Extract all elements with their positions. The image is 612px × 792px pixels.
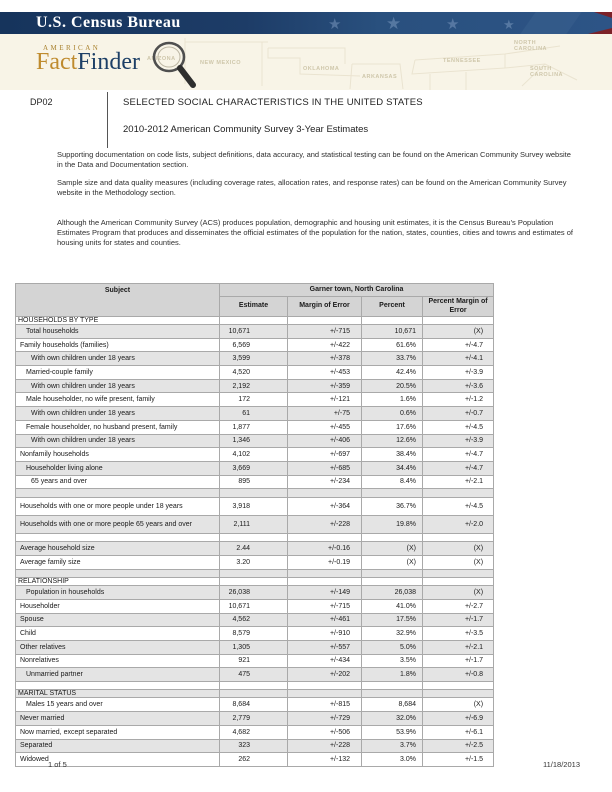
table-row (16, 712, 494, 726)
table-id-label: DP02 (30, 97, 53, 107)
map-state-label: ARKANSAS (362, 74, 398, 80)
estimate-cell: 10,671 (220, 325, 288, 339)
table-row (16, 698, 494, 712)
percent-cell (362, 317, 423, 325)
factfinder-logo (36, 49, 140, 75)
percent-margin-of-error-cell: +/-1.7 (423, 613, 494, 627)
subject-cell: With own children under 18 years (16, 407, 220, 421)
estimate-cell: 61 (220, 407, 288, 421)
percent-cell: (X) (362, 555, 423, 569)
estimate-cell: 4,682 (220, 725, 288, 739)
margin-of-error-cell: +/-557 (288, 640, 362, 654)
estimate-cell (220, 681, 288, 690)
subject-cell: Nonrelatives (16, 654, 220, 668)
estimate-cell: 1,305 (220, 640, 288, 654)
estimate-cell: 172 (220, 393, 288, 407)
estimate-cell: 8,579 (220, 627, 288, 641)
table-row (16, 366, 494, 380)
percent-cell: 33.7% (362, 352, 423, 366)
subject-cell: Households with one or more people under 18 years (16, 497, 220, 515)
percent-margin-of-error-cell: +/-3.9 (423, 366, 494, 380)
section-header-row (16, 690, 494, 698)
star-icon: ★ (503, 17, 515, 32)
estimate-cell: 6,569 (220, 338, 288, 352)
census-bureau-banner (0, 12, 612, 34)
percent-cell: 12.6% (362, 434, 423, 448)
percent-margin-of-error-cell: +/-1.5 (423, 753, 494, 767)
table-row (16, 461, 494, 475)
margin-of-error-cell: +/-815 (288, 698, 362, 712)
percent-margin-of-error-cell (423, 690, 494, 698)
table-row (16, 515, 494, 533)
margin-of-error-cell (288, 489, 362, 498)
percent-cell: 42.4% (362, 366, 423, 380)
table-row (16, 668, 494, 682)
margin-of-error-cell: +/-121 (288, 393, 362, 407)
map-state-label: TENNESSEE (443, 58, 481, 64)
estimate-cell: 2.44 (220, 542, 288, 556)
notes-section (57, 150, 578, 256)
table-row (16, 434, 494, 448)
margin-of-error-cell: +/-461 (288, 613, 362, 627)
percent-cell: 8,684 (362, 698, 423, 712)
table-row (16, 338, 494, 352)
subject-column-header: Subject (16, 284, 220, 317)
margin-of-error-cell: +/-75 (288, 407, 362, 421)
table-row (16, 739, 494, 753)
percent-margin-of-error-cell: +/-4.7 (423, 448, 494, 462)
percent-margin-of-error-cell: +/-1.2 (423, 393, 494, 407)
factfinder-logo-finder: Finder (77, 49, 140, 75)
factfinder-american-label: AMERICAN (43, 44, 101, 52)
percent-cell: 53.9% (362, 725, 423, 739)
table-row (16, 586, 494, 600)
percent-margin-of-error-cell: +/-2.0 (423, 515, 494, 533)
percent-cell: 8.4% (362, 475, 423, 489)
percent-cell: 1.8% (362, 668, 423, 682)
star-icon: ★ (328, 16, 342, 33)
note-paragraph: Although the American Community Survey (ACS) produces population, demographic and housing unit estimates, it is the Census Bureau's Population Estimates Program that produces and disseminates the official estimates of the population for the nation, states, counties, cities and towns and estimates of housing units for states and counties. (57, 218, 573, 247)
percent-margin-of-error-cell: (X) (423, 325, 494, 339)
subject-cell (16, 569, 220, 578)
star-icon: ★ (446, 16, 460, 33)
percent-cell: 17.6% (362, 420, 423, 434)
subject-cell: Now married, except separated (16, 725, 220, 739)
subject-cell: Separated (16, 739, 220, 753)
table-row (16, 627, 494, 641)
margin-of-error-cell: +/-234 (288, 475, 362, 489)
estimate-cell: 4,520 (220, 366, 288, 380)
margin-of-error-cell: +/-378 (288, 352, 362, 366)
estimate-cell: 3,918 (220, 497, 288, 515)
table-row (16, 640, 494, 654)
table-row (16, 420, 494, 434)
estimate-cell: 1,877 (220, 420, 288, 434)
percent-cell: 3.0% (362, 753, 423, 767)
estimate-cell: 2,192 (220, 379, 288, 393)
estimate-cell (220, 578, 288, 586)
map-state-label: NORTH CAROLINA (514, 40, 548, 52)
factfinder-header (0, 34, 612, 90)
table-row (16, 654, 494, 668)
estimate-cell: 3,599 (220, 352, 288, 366)
estimate-cell: 26,038 (220, 586, 288, 600)
percent-cell (362, 489, 423, 498)
margin-of-error-cell: +/-228 (288, 739, 362, 753)
percent-margin-of-error-cell: +/-4.5 (423, 497, 494, 515)
percent-cell: 32.0% (362, 712, 423, 726)
subject-cell (16, 681, 220, 690)
subject-cell: Never married (16, 712, 220, 726)
table-row (16, 489, 494, 498)
percent-margin-of-error-cell (423, 533, 494, 542)
census-bureau-title: U.S. Census Bureau (36, 14, 181, 31)
margin-of-error-cell: +/-697 (288, 448, 362, 462)
margin-of-error-cell: +/-0.16 (288, 542, 362, 556)
table-row (16, 569, 494, 578)
subject-cell: Married-couple family (16, 366, 220, 380)
estimate-column-header: Estimate (220, 297, 288, 317)
percent-margin-of-error-cell: +/-2.7 (423, 599, 494, 613)
table-row (16, 555, 494, 569)
subject-cell: Unmarried partner (16, 668, 220, 682)
subject-cell: Family households (families) (16, 338, 220, 352)
percent-margin-of-error-cell: +/-4.1 (423, 352, 494, 366)
percent-cell (362, 533, 423, 542)
magnifier-icon (148, 37, 208, 89)
section-header-row (16, 578, 494, 586)
table-row (16, 325, 494, 339)
margin-of-error-cell: +/-434 (288, 654, 362, 668)
factfinder-logo-fact: Fact (36, 49, 78, 75)
percent-margin-of-error-cell: +/-0.7 (423, 407, 494, 421)
margin-of-error-cell: +/-453 (288, 366, 362, 380)
estimate-cell: 3,669 (220, 461, 288, 475)
margin-of-error-cell: +/-202 (288, 668, 362, 682)
margin-of-error-cell: +/-359 (288, 379, 362, 393)
percent-margin-of-error-cell (423, 681, 494, 690)
survey-subtitle: 2010-2012 American Community Survey 3-Year Estimates (123, 124, 369, 135)
percent-margin-of-error-cell: +/-3.6 (423, 379, 494, 393)
estimate-cell: 8,684 (220, 698, 288, 712)
percent-margin-of-error-cell: +/-0.8 (423, 668, 494, 682)
percent-cell: 0.6% (362, 407, 423, 421)
percent-margin-of-error-cell: (X) (423, 542, 494, 556)
note-paragraph: Sample size and data quality measures (including coverage rates, allocation rates, and response rates) can be found on the American Community Survey website in the Methodology section. (57, 178, 567, 197)
acs-data-table (15, 283, 494, 767)
table-row (16, 393, 494, 407)
percent-margin-of-error-cell (423, 317, 494, 325)
percent-margin-of-error-cell: (X) (423, 555, 494, 569)
percent-margin-of-error-cell: +/-6.1 (423, 725, 494, 739)
estimate-cell: 3.20 (220, 555, 288, 569)
percent-cell: 1.6% (362, 393, 423, 407)
margin-of-error-cell: +/-455 (288, 420, 362, 434)
table-row (16, 379, 494, 393)
estimate-cell: 2,779 (220, 712, 288, 726)
margin-of-error-cell: +/-149 (288, 586, 362, 600)
margin-of-error-cell: +/-0.19 (288, 555, 362, 569)
table-row (16, 599, 494, 613)
margin-of-error-cell: +/-715 (288, 599, 362, 613)
table-row (16, 753, 494, 767)
star-icon: ★ (386, 14, 402, 33)
table-row (16, 497, 494, 515)
percent-cell: 5.0% (362, 640, 423, 654)
percent-column-header: Percent (362, 297, 423, 317)
margin-of-error-cell: +/-132 (288, 753, 362, 767)
percent-margin-of-error-cell (423, 569, 494, 578)
percent-margin-of-error-cell: (X) (423, 586, 494, 600)
page-title: SELECTED SOCIAL CHARACTERISTICS IN THE UNITED STATES (123, 97, 423, 108)
estimate-cell: 4,562 (220, 613, 288, 627)
estimate-cell: 2,111 (220, 515, 288, 533)
percent-cell: 19.8% (362, 515, 423, 533)
percent-cell (362, 690, 423, 698)
percent-cell: 3.7% (362, 739, 423, 753)
percent-margin-of-error-cell (423, 489, 494, 498)
estimate-cell: 323 (220, 739, 288, 753)
percent-margin-of-error-cell: +/-6.9 (423, 712, 494, 726)
subject-cell: Population in households (16, 586, 220, 600)
percent-margin-of-error-cell: +/-4.7 (423, 338, 494, 352)
estimate-cell (220, 317, 288, 325)
percent-margin-of-error-cell: +/-2.1 (423, 475, 494, 489)
margin-of-error-cell (288, 578, 362, 586)
margin-of-error-cell: +/-715 (288, 325, 362, 339)
margin-of-error-cell: +/-685 (288, 461, 362, 475)
margin-of-error-column-header: Margin of Error (288, 297, 362, 317)
percent-cell: 32.9% (362, 627, 423, 641)
estimate-cell (220, 690, 288, 698)
percent-margin-of-error-cell: (X) (423, 698, 494, 712)
estimate-cell: 475 (220, 668, 288, 682)
subject-cell: RELATIONSHIP (16, 578, 220, 586)
estimate-cell (220, 489, 288, 498)
margin-of-error-cell: +/-364 (288, 497, 362, 515)
margin-of-error-cell: +/-422 (288, 338, 362, 352)
note-paragraph: Supporting documentation on code lists, subject definitions, data accuracy, and statistical testing can be found on the American Community Survey website in the Data and Documentation section. (57, 150, 571, 169)
table-row (16, 448, 494, 462)
subject-cell: MARITAL STATUS (16, 690, 220, 698)
section-header-row (16, 317, 494, 325)
table-row (16, 681, 494, 690)
geography-header: Garner town, North Carolina (220, 284, 494, 297)
table-row (16, 542, 494, 556)
map-state-label: SOUTH CAROLINA (530, 66, 564, 78)
subject-cell: Householder living alone (16, 461, 220, 475)
percent-margin-of-error-cell: +/-4.5 (423, 420, 494, 434)
subject-cell: Householder (16, 599, 220, 613)
subject-cell: Average family size (16, 555, 220, 569)
subject-cell: Female householder, no husband present, family (16, 420, 220, 434)
margin-of-error-cell (288, 681, 362, 690)
percent-margin-of-error-cell: +/-2.1 (423, 640, 494, 654)
subject-cell: Average household size (16, 542, 220, 556)
estimate-cell: 262 (220, 753, 288, 767)
table-row (16, 533, 494, 542)
subject-cell: With own children under 18 years (16, 352, 220, 366)
subject-cell: Nonfamily households (16, 448, 220, 462)
map-state-label: ARIZONA (147, 56, 176, 62)
estimate-cell: 4,102 (220, 448, 288, 462)
margin-of-error-cell (288, 690, 362, 698)
subject-cell: With own children under 18 years (16, 379, 220, 393)
percent-cell: 61.6% (362, 338, 423, 352)
subject-cell: Widowed (16, 753, 220, 767)
subject-cell: Spouse (16, 613, 220, 627)
estimate-cell: 921 (220, 654, 288, 668)
subject-cell: Other relatives (16, 640, 220, 654)
subject-cell: 65 years and over (16, 475, 220, 489)
percent-cell (362, 578, 423, 586)
generated-date: 11/18/2013 (543, 760, 580, 769)
table-row (16, 613, 494, 627)
percent-cell: 36.7% (362, 497, 423, 515)
margin-of-error-cell (288, 569, 362, 578)
estimate-cell: 895 (220, 475, 288, 489)
percent-cell: 20.5% (362, 379, 423, 393)
estimate-cell: 1,346 (220, 434, 288, 448)
percent-cell: 38.4% (362, 448, 423, 462)
subject-cell: Child (16, 627, 220, 641)
subject-cell: Households with one or more people 65 years and over (16, 515, 220, 533)
estimate-cell (220, 533, 288, 542)
percent-margin-of-error-cell: +/-4.7 (423, 461, 494, 475)
subject-cell (16, 533, 220, 542)
estimate-cell: 10,671 (220, 599, 288, 613)
table-row (16, 475, 494, 489)
map-state-label: OKLAHOMA (303, 66, 340, 72)
subject-cell: HOUSEHOLDS BY TYPE (16, 317, 220, 325)
margin-of-error-cell: +/-506 (288, 725, 362, 739)
subject-cell: With own children under 18 years (16, 434, 220, 448)
percent-margin-of-error-cell (423, 578, 494, 586)
estimate-cell (220, 569, 288, 578)
banner-chevron-decoration (517, 12, 584, 34)
banner-red-accent (594, 12, 612, 18)
percent-margin-of-error-cell: +/-3.5 (423, 627, 494, 641)
percent-cell: 3.5% (362, 654, 423, 668)
table-row (16, 725, 494, 739)
percent-cell: 26,038 (362, 586, 423, 600)
margin-of-error-cell: +/-729 (288, 712, 362, 726)
margin-of-error-cell (288, 317, 362, 325)
percent-cell: 34.4% (362, 461, 423, 475)
margin-of-error-cell: +/-406 (288, 434, 362, 448)
percent-cell (362, 681, 423, 690)
margin-of-error-cell: +/-228 (288, 515, 362, 533)
table-row (16, 407, 494, 421)
heading-divider (107, 92, 108, 148)
subject-cell (16, 489, 220, 498)
percent-cell: 17.5% (362, 613, 423, 627)
margin-of-error-cell: +/-910 (288, 627, 362, 641)
margin-of-error-cell (288, 533, 362, 542)
percent-cell (362, 569, 423, 578)
map-state-label: NEW MEXICO (200, 60, 242, 66)
percent-cell: 41.0% (362, 599, 423, 613)
percent-cell: (X) (362, 542, 423, 556)
percent-margin-of-error-column-header: Percent Margin of Error (423, 297, 494, 317)
percent-margin-of-error-cell: +/-3.9 (423, 434, 494, 448)
percent-margin-of-error-cell: +/-1.7 (423, 654, 494, 668)
percent-margin-of-error-cell: +/-2.5 (423, 739, 494, 753)
page-number: 1 of 5 (48, 760, 67, 769)
subject-cell: Total households (16, 325, 220, 339)
subject-cell: Male householder, no wife present, family (16, 393, 220, 407)
subject-cell: Males 15 years and over (16, 698, 220, 712)
table-row (16, 352, 494, 366)
percent-cell: 10,671 (362, 325, 423, 339)
